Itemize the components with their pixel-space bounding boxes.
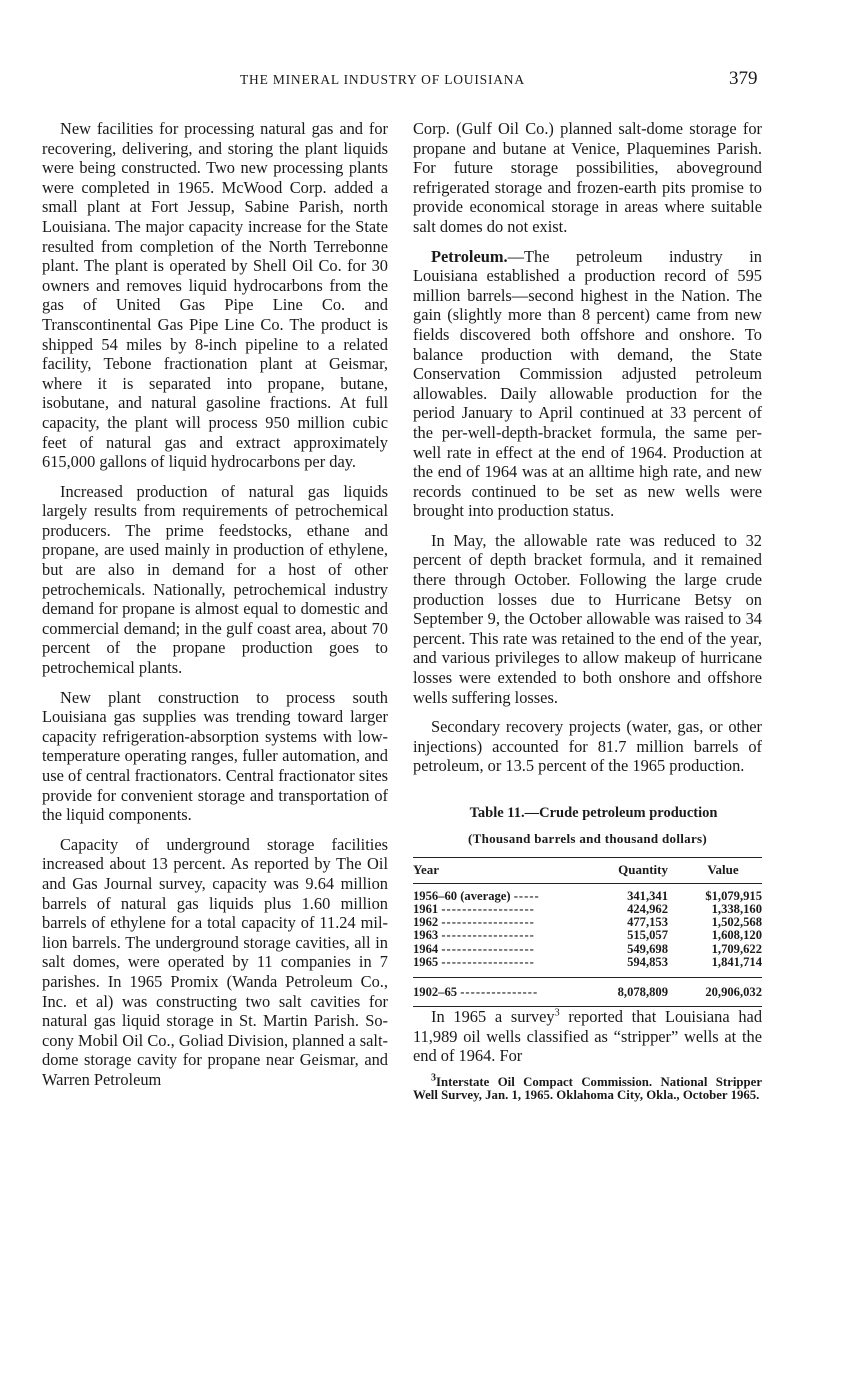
left-column bbox=[42, 119, 388, 1100]
paragraph-petroleum bbox=[413, 247, 762, 521]
paragraph-gas-processing: New facilities for processing natural gas and for recovering, delivering, and storing the plant liquids were being constructed. Two new processing plants were completed in 1965. McWood Corp. added a small plant at Fort Jessup, Sabine Parish, north Louisiana. The major capacity increase for the State resulted from completion of the North Terrebonne plant. The plant is operated by Shell Oil Co. for 30 owners and removes liquid hydrocarbons from the gas of United Gas Pipe Line Co. and Transcontinental Gas Pipe Line Co. The product is shipped 54 miles by 8-inch pipeline to a related facility, Tebone fractionation plant at Geismar, where it is separated into propane, butane, isobutane, and natural gasoline fractions. At full capacity, the plant will process 950 million cubic feet of natural gas and extract approximately 615,000 gallons of liquid hydrocarbons per day. bbox=[42, 119, 388, 472]
paragraph-underground-storage: Capacity of underground storage facilities increased about 13 percent. As reported by The Oil and Gas Journal survey, capacity was 9.64 million barrels of natural gas liquids plus 1.60 million barrels of ethylene for a total capacity of 11.24 million barrels. The underground storage cavities, all in salt domes, were operated by 11 companies in 7 parishes. In 1965 Promix (Wanda Petroleum Co., Inc. et al) was constructing two salt cavities for natural gas liquid storage in St. Martin Parish. Socony Mobil Oil Co., Goliad Division, planned a salt-dome storage cavity for propane near Geismar, and Warren Petroleum bbox=[42, 834, 388, 1089]
crude-petroleum-table bbox=[413, 857, 762, 1007]
row-year: 1965 ------------------ bbox=[413, 954, 535, 969]
row-year: 1962 ------------------ bbox=[413, 915, 535, 930]
row-value: 1,502,568 bbox=[711, 915, 762, 930]
total-value: 20,906,032 bbox=[668, 977, 762, 1006]
row-quantity: 594,853 bbox=[627, 954, 668, 969]
paragraph-secondary-recovery: Secondary recovery projects (water, gas, or other injections) accounted for 81.7 million barrels of petroleum, or 13.5 percent of the 1965 production. bbox=[413, 717, 762, 776]
row-quantity: 549,698 bbox=[627, 941, 668, 956]
row-year: 1964 ------------------ bbox=[413, 941, 535, 956]
total-year: 1902–65 --------------- bbox=[413, 977, 588, 1006]
row-quantity: 515,057 bbox=[627, 928, 668, 943]
row-year: 1956–60 (average) ----- bbox=[413, 888, 540, 903]
table-row bbox=[413, 956, 762, 978]
row-value: 1,608,120 bbox=[711, 928, 762, 943]
row-value: $1,079,915 bbox=[705, 888, 762, 903]
table-title: Table 11.—Crude petroleum production bbox=[469, 805, 718, 821]
row-value: 1,709,622 bbox=[711, 941, 762, 956]
petroleum-heading: Petroleum. bbox=[431, 246, 508, 266]
crude-petroleum-table-block bbox=[413, 804, 762, 1007]
header-quantity: Quantity bbox=[588, 858, 668, 884]
paragraph-storage-continuation: Corp. (Gulf Oil Co.) planned salt-dome storage for propane and butane at Venice, Plaquemines Parish. For future storage possibilities, aboveground refrigerated storage and frozen-earth pits promise to provide economical storage in areas where suitable salt domes do not exist. bbox=[413, 119, 762, 236]
row-quantity: 424,962 bbox=[627, 901, 668, 916]
right-column bbox=[413, 119, 762, 1113]
table-row bbox=[413, 884, 762, 903]
row-quantity: 477,153 bbox=[627, 915, 668, 930]
row-year: 1961 ------------------ bbox=[413, 901, 535, 916]
header-value: Value bbox=[668, 858, 762, 884]
table-subtitle: (Thousand barrels and thousand dollars) bbox=[467, 830, 708, 846]
paragraph-stripper-wells: In 1965 a survey$^3$ reported that Louisiana had 11,989 oil wells classified as “stripper” wells at the end of 1964. For bbox=[413, 1007, 763, 1066]
petroleum-text: —The petroleum industry in Louisiana established a production record of 595 million barrels—second highest in the Nation. The gain (slightly more than 8 percent) came from new fields discovered both offshore and onshore. To balance production with demand, the State Conservation Commission adjusted petroleum allowables. Daily allowable production for the period January to April continued at 33 percent of the per-well-depth-bracket formula, the same per-well rate in effect at the end of 1964. Production at the end of 1964 was at an alltime high rate, and new records continued to be set as new wells were brought into production status. bbox=[413, 246, 762, 521]
row-value: 1,338,160 bbox=[711, 901, 762, 916]
table-header-row bbox=[413, 858, 762, 884]
row-quantity: 341,341 bbox=[627, 888, 668, 903]
footnote-mark: 3 bbox=[431, 1072, 436, 1084]
page-number: 379 bbox=[729, 68, 758, 89]
footnote-reference: 3 bbox=[554, 1007, 560, 1019]
running-head: THE MINERAL INDUSTRY OF LOUISIANA bbox=[240, 72, 525, 87]
row-value: 1,841,714 bbox=[711, 954, 762, 969]
paragraph-new-plant-construction: New plant construction to process south Louisiana gas supplies was trending toward larger capacity refrigeration-absorption systems with low-temperature operating ranges, fuller automation, and use of central fractionators. Central fractionator sites provide for convenient storage and transportation of the liquid components. bbox=[42, 687, 388, 825]
total-quantity: 8,078,809 bbox=[588, 977, 668, 1006]
header-year: Year bbox=[413, 858, 588, 884]
row-year: 1963 ------------------ bbox=[413, 928, 535, 943]
paragraph-allowable-rate: In May, the allowable rate was reduced to 32 percent of depth bracket formula, and it remained there through October. Following the large crude production losses due to Hurricane Betsy on September 9, the October allowable was raised to 34 percent. This rate was retained to the end of the year, and various privileges to allow makeup of hurricane losses were extended to both onshore and offshore wells suffering losses. bbox=[413, 530, 762, 707]
footnote: $^3$Interstate Oil Compact Commission. National Stripper Well Survey, Jan. 1, 1965. Oklahoma City, Okla., October 1965. bbox=[413, 1072, 762, 1103]
paragraph-gas-liquids-demand: Increased production of natural gas liquids largely results from requirements of petrochemical producers. The prime feedstocks, ethane and propane, are used mainly in production of ethylene, but are also in demand for a host of other petrochemicals. Nationally, petrochemical industry demand for propane is almost equal to domestic and commercial demand; in the gulf coast area, about 70 percent of the propane production goes to petrochemical plants. bbox=[42, 481, 388, 678]
table-total-row bbox=[413, 977, 762, 1006]
